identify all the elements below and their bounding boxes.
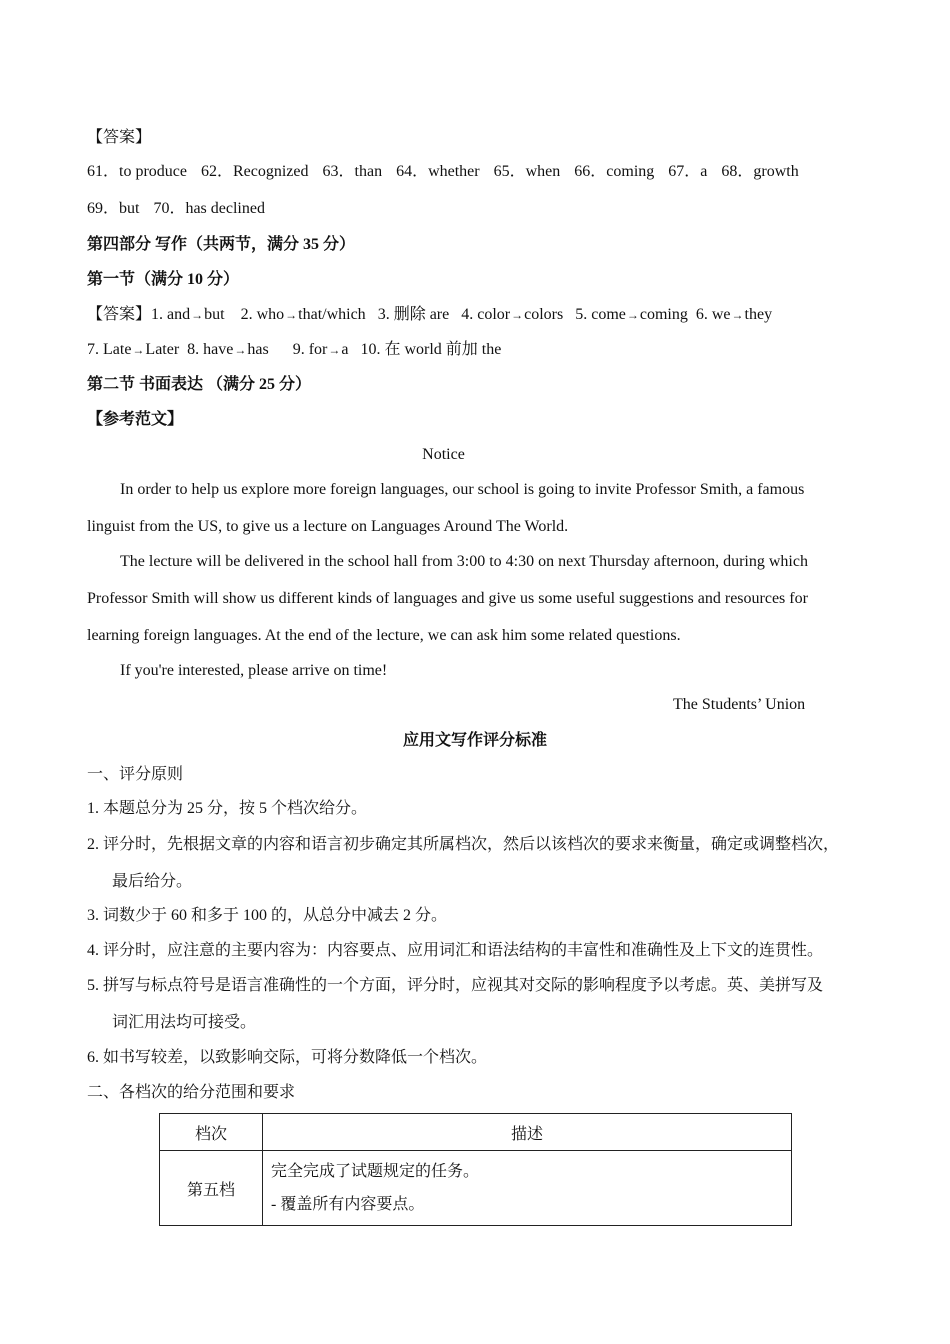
arrow-icon: →	[285, 308, 298, 322]
grading-table	[159, 1113, 792, 1226]
essay-title: Notice	[422, 446, 465, 463]
corrections-row-2	[87, 340, 501, 360]
essay-p2-line2: Professor Smith will show us different kinds of languages and give us some useful suggestions and resources for	[87, 590, 808, 607]
correction-6-to: they	[744, 306, 773, 323]
arrow-icon: →	[511, 308, 524, 322]
essay-p1-line2: linguist from the US, to give us a lecture on Languages Around The World.	[87, 518, 569, 535]
correction-10: 10. 在 world 前加 the	[360, 341, 502, 358]
correction-4-to: colors	[524, 306, 564, 323]
level-cell: 第五档	[160, 1151, 263, 1226]
rubric-heading-1: 一、评分原则	[87, 766, 184, 783]
essay-p3: If you're interested, please arrive on time!	[120, 662, 388, 679]
description-line-2: - 覆盖所有内容要点。	[271, 1196, 425, 1213]
arrow-icon: →	[328, 343, 341, 357]
correction-6-from: 6. we	[695, 306, 731, 323]
column-header-description: 描述	[263, 1114, 792, 1151]
section2-title: 第二节 书面表达 （满分 25 分）	[87, 376, 312, 393]
essay-p2-line1: The lecture will be delivered in the school hall from 3:00 to 4:30 on next Thursday afternoon, during which	[120, 553, 808, 570]
answers-row-1	[87, 162, 799, 182]
answers-row-2	[87, 199, 265, 219]
answer-header: 【答案】	[87, 129, 152, 146]
correction-8-from: 8. have	[187, 341, 234, 358]
essay-signature: The Students’ Union	[673, 696, 806, 713]
table-header-row	[160, 1114, 792, 1151]
section1-title: 第一节（满分 10 分）	[87, 271, 240, 288]
rubric-title: 应用文写作评分标准	[402, 732, 547, 749]
correction-9-to: a	[341, 341, 349, 358]
answer-62: 62．Recognized	[200, 163, 309, 180]
answer-61: 61．to produce	[87, 163, 187, 180]
corrections-label: 【答案】	[87, 306, 152, 323]
correction-8-to: has	[247, 341, 269, 358]
essay-p1-line1: In order to help us explore more foreign languages, our school is going to invite Professor Smith, a famous	[120, 481, 805, 498]
correction-9-from: 9. for	[292, 341, 328, 358]
corrections-row-1	[87, 305, 772, 325]
essay-p2-line3: learning foreign languages. At the end of the lecture, we can ask him some related questions.	[87, 627, 681, 644]
answer-68: 68．growth	[721, 163, 799, 180]
arrow-icon: →	[132, 343, 145, 357]
correction-2-from: 2. who	[240, 306, 285, 323]
rubric-rule-5-line2: 词汇用法均可接受。	[112, 1014, 257, 1031]
correction-1-to: but	[204, 306, 225, 323]
answer-65: 65．when	[493, 163, 561, 180]
rubric-heading-2: 二、各档次的给分范围和要求	[87, 1084, 296, 1101]
part4-title: 第四部分 写作（共两节，满分 35 分）	[87, 236, 356, 253]
answer-69: 69．but	[87, 200, 140, 217]
column-header-level: 档次	[160, 1114, 263, 1151]
rubric-rule-1: 1. 本题总分为 25 分，按 5 个档次给分。	[87, 800, 368, 817]
correction-7-to: Later	[145, 341, 180, 358]
description-cell	[263, 1151, 792, 1226]
arrow-icon: →	[731, 308, 744, 322]
rubric-rule-6: 6. 如书写较差，以致影响交际，可将分数降低一个档次。	[87, 1049, 488, 1066]
answer-66: 66．coming	[574, 163, 655, 180]
correction-5-from: 5. come	[575, 306, 626, 323]
arrow-icon: →	[234, 343, 247, 357]
answer-63: 63．than	[322, 163, 383, 180]
reference-essay-title: 【参考范文】	[87, 411, 184, 428]
correction-5-to: coming	[639, 306, 688, 323]
rubric-rule-3: 3. 词数少于 60 和多于 100 的，从总分中减去 2 分。	[87, 907, 448, 924]
answer-67: 67．a	[668, 163, 708, 180]
rubric-rule-5-line1: 5. 拼写与标点符号是语言准确性的一个方面，评分时，应视其对交际的影响程度予以考虑。英、美拼写及	[87, 977, 824, 994]
arrow-icon: →	[626, 308, 639, 322]
correction-2-to: that/which	[298, 306, 366, 323]
description-line-1: 完全完成了试题规定的任务。	[271, 1163, 480, 1180]
correction-1-from: 1. and	[151, 306, 191, 323]
correction-4-from: 4. color	[461, 306, 511, 323]
correction-3: 3. 删除 are	[377, 306, 450, 323]
answer-70: 70．has declined	[153, 200, 265, 217]
rubric-rule-4: 4. 评分时，应注意的主要内容为：内容要点、应用词汇和语法结构的丰富性和准确性及上下文的连贯性。	[87, 942, 824, 959]
rubric-rule-2-line1: 2. 评分时，先根据文章的内容和语言初步确定其所属档次，然后以该档次的要求来衡量，确定或调整档次，	[87, 836, 840, 853]
correction-7-from: 7. Late	[87, 341, 132, 358]
answer-64: 64．whether	[396, 163, 480, 180]
table-row	[160, 1151, 792, 1226]
arrow-icon: →	[191, 308, 204, 322]
rubric-rule-2-line2: 最后给分。	[112, 873, 193, 890]
